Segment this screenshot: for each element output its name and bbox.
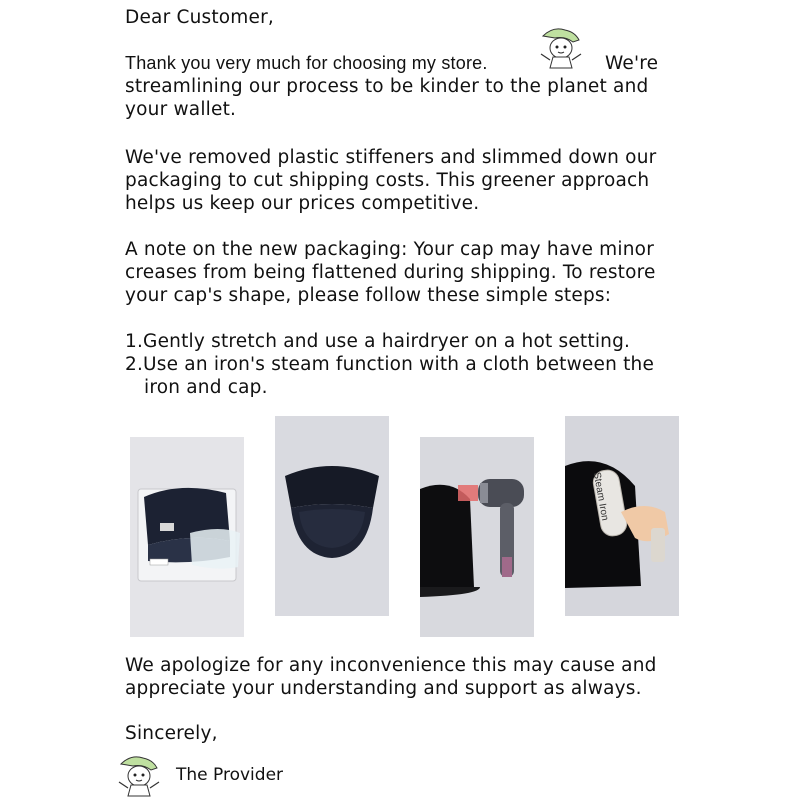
closing: Sincerely, xyxy=(125,723,218,744)
para2-line: packaging to cut shipping costs. This greener approach xyxy=(125,170,650,191)
para2-line: helps us keep our prices competitive. xyxy=(125,193,480,214)
intro-paragraph xyxy=(125,52,685,121)
apology-paragraph xyxy=(125,654,657,700)
photo-steam-iron-on-cap xyxy=(565,416,679,616)
steps-list xyxy=(125,330,654,399)
para3-line: your cap's shape, please follow these simple steps: xyxy=(125,285,612,306)
greeting: Dear Customer, xyxy=(125,7,274,28)
para4-line: We apologize for any inconvenience this may cause and xyxy=(125,655,657,676)
photo-hairdryer-on-cap xyxy=(420,437,534,637)
note-paragraph xyxy=(125,238,656,307)
intro-line-3: your wallet. xyxy=(125,99,237,120)
para4-line: appreciate your understanding and support as always. xyxy=(125,678,642,699)
intro-were: We're xyxy=(605,53,659,74)
para3-line: A note on the new packaging: Your cap may have minor xyxy=(125,239,654,260)
photo-cap-in-bag xyxy=(130,437,244,637)
step-2: 2.Use an iron's steam function with a cloth between the xyxy=(125,354,655,375)
signature-name: The Provider xyxy=(176,765,284,785)
packaging-paragraph xyxy=(125,146,656,215)
para3-line: creases from being flattened during shipping. To restore xyxy=(125,262,656,283)
intro-line-1: Thank you very much for choosing my store. xyxy=(125,53,488,73)
steam-iron-label: Steam Iron xyxy=(590,471,611,522)
step-2-continued: iron and cap. xyxy=(144,377,268,398)
mascot-signature-icon xyxy=(112,752,166,800)
mascot-icon xyxy=(535,24,587,72)
step-1: 1.Gently stretch and use a hairdryer on a hot setting. xyxy=(125,331,631,352)
para2-line: We've removed plastic stiffeners and slimmed down our xyxy=(125,147,657,168)
intro-line-2: streamlining our process to be kinder to the planet and xyxy=(125,76,649,97)
photo-cap-underside xyxy=(275,416,389,616)
